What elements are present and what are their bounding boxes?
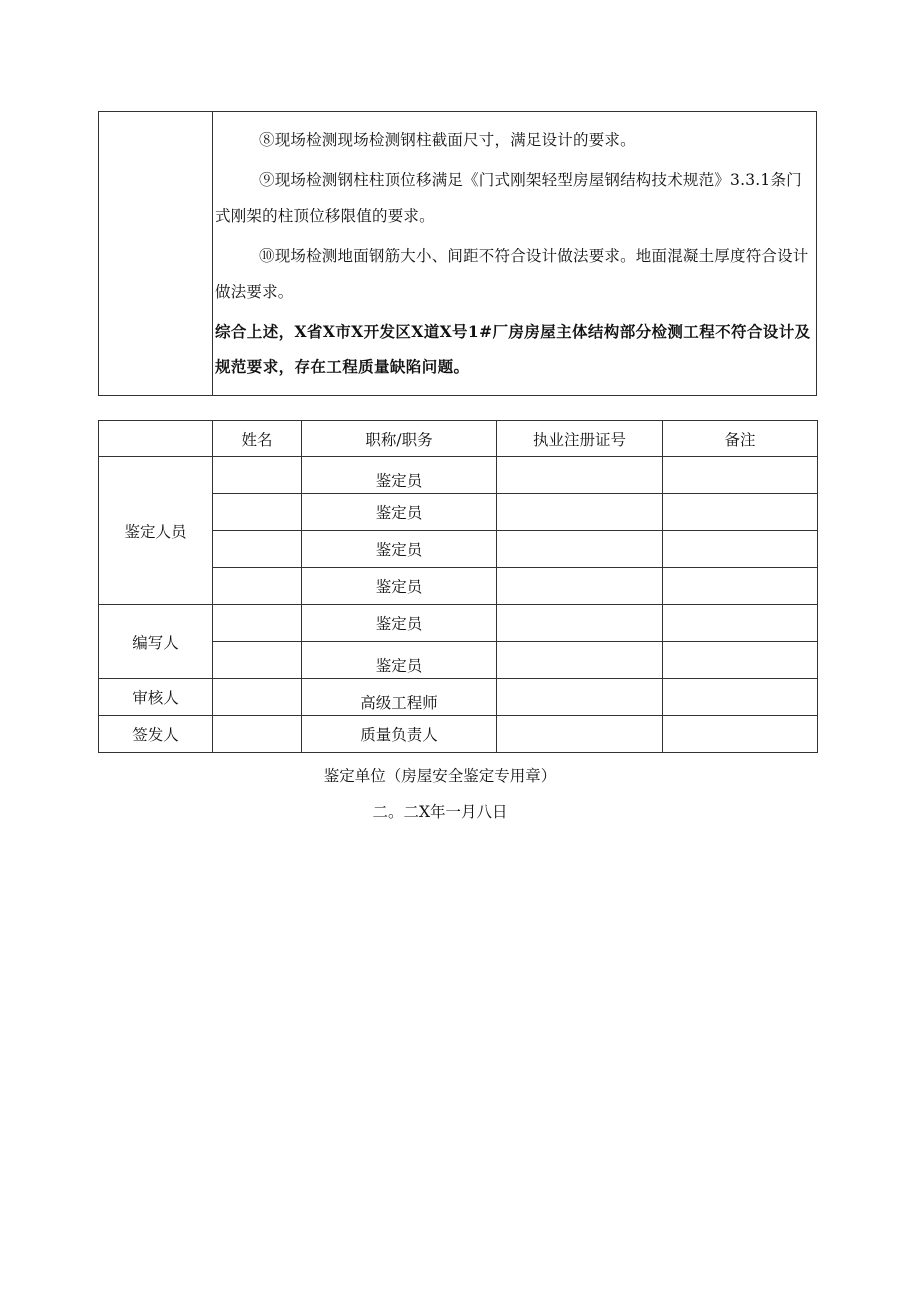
license-cell [497, 531, 663, 568]
remarks-cell [663, 568, 818, 605]
header-remarks: 备注 [663, 421, 818, 457]
group-label-writer: 编写人 [99, 605, 213, 679]
title-cell: 鉴定员 [302, 457, 497, 494]
name-cell [213, 568, 302, 605]
license-cell [497, 457, 663, 494]
title-cell: 鉴定员 [302, 568, 497, 605]
title-cell: 鉴定员 [302, 494, 497, 531]
title-cell: 鉴定员 [302, 642, 497, 679]
finding-item-10: ⑩现场检测地面钢筋大小、间距不符合设计做法要求。地面混凝土厚度符合设计做法要求。 [215, 247, 809, 301]
name-cell [213, 679, 302, 716]
license-cell [497, 642, 663, 679]
name-cell [213, 642, 302, 679]
header-name: 姓名 [213, 421, 302, 457]
header-title: 职称/职务 [302, 421, 497, 457]
name-cell [213, 457, 302, 494]
license-cell [497, 568, 663, 605]
header-license: 执业注册证号 [497, 421, 663, 457]
findings-content [215, 122, 812, 384]
table-row [99, 457, 818, 494]
title-cell: 质量负责人 [302, 716, 497, 753]
name-cell [213, 605, 302, 642]
remarks-cell [663, 716, 818, 753]
remarks-cell [663, 642, 818, 679]
header-empty [99, 421, 213, 457]
table-row [99, 605, 818, 642]
findings-summary: 综合上述，X省X市X开发区X道X号1#厂房房屋主体结构部分检测工程不符合设计及规范要求，存在工程质量缺陷问题。 [215, 322, 811, 376]
remarks-cell [663, 679, 818, 716]
title-cell: 鉴定员 [302, 605, 497, 642]
license-cell [497, 679, 663, 716]
license-cell [497, 716, 663, 753]
remarks-cell [663, 494, 818, 531]
staff-table [98, 420, 818, 753]
remarks-cell [663, 531, 818, 568]
group-label-reviewer: 审核人 [99, 679, 213, 716]
group-label-issuer: 签发人 [99, 716, 213, 753]
license-cell [497, 494, 663, 531]
license-cell [497, 605, 663, 642]
table-row [99, 716, 818, 753]
report-date: 二。二X年一月八日 [372, 803, 508, 821]
group-label-appraisers: 鉴定人员 [99, 457, 213, 605]
findings-label-cell [99, 112, 213, 395]
name-cell [213, 716, 302, 753]
name-cell [213, 531, 302, 568]
remarks-cell [663, 605, 818, 642]
appraisal-unit-seal-label: 鉴定单位（房屋安全鉴定专用章） [323, 767, 557, 785]
table-row [99, 679, 818, 716]
title-cell: 鉴定员 [302, 531, 497, 568]
name-cell [213, 494, 302, 531]
finding-item-9: ⑨现场检测钢柱柱顶位移满足《门式刚架轻型房屋钢结构技术规范》3.3.1条门式刚架的柱顶位移限值的要求。 [215, 171, 802, 225]
title-cell: 高级工程师 [302, 679, 497, 716]
finding-item-8: ⑧现场检测现场检测钢柱截面尺寸，满足设计的要求。 [259, 131, 636, 149]
remarks-cell [663, 457, 818, 494]
table-header-row [99, 421, 818, 457]
findings-box [98, 111, 817, 396]
